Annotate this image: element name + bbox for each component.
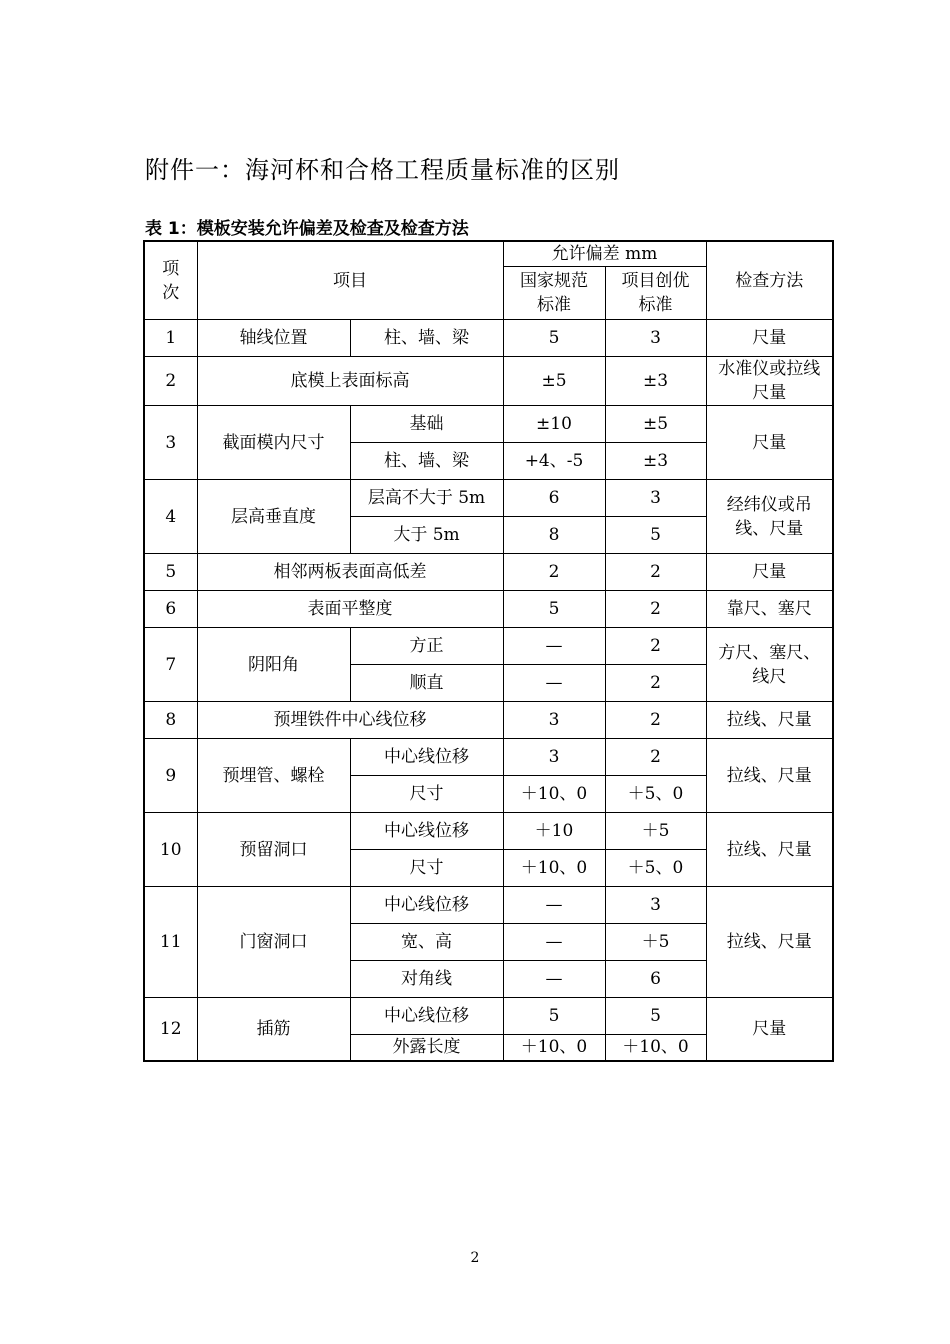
row-method: 拉线、尺量 (706, 813, 833, 887)
table-row (144, 480, 833, 517)
row-item: 层高垂直度 (197, 480, 350, 554)
row-national: 8 (503, 517, 605, 554)
row-project: 2 (605, 554, 706, 591)
row-project: ＋5、0 (605, 776, 706, 813)
row-project: ±5 (605, 406, 706, 443)
row-subitem: 柱、墙、梁 (350, 443, 503, 480)
row-seq: 8 (144, 702, 197, 739)
row-method: 拉线、尺量 (706, 739, 833, 813)
row-national: 5 (503, 998, 605, 1035)
row-project: 3 (605, 887, 706, 924)
row-national: ±10 (503, 406, 605, 443)
table-row (144, 406, 833, 443)
row-project: 3 (605, 320, 706, 357)
table-row (144, 887, 833, 924)
row-subitem: 尺寸 (350, 776, 503, 813)
table-row (144, 813, 833, 850)
header-national: 国家规范标准 (503, 267, 605, 320)
row-item: 预埋管、螺栓 (197, 739, 350, 813)
row-national: ＋10、0 (503, 850, 605, 887)
row-national: — (503, 887, 605, 924)
page-number: 2 (470, 1250, 480, 1266)
row-subitem: 中心线位移 (350, 998, 503, 1035)
row-project: 2 (605, 628, 706, 665)
tolerance-table (143, 240, 834, 1062)
row-subitem: 大于 5m (350, 517, 503, 554)
header-method: 检查方法 (706, 241, 833, 320)
row-subitem: 基础 (350, 406, 503, 443)
row-method: 拉线、尺量 (706, 702, 833, 739)
row-item: 预留洞口 (197, 813, 350, 887)
row-national: 3 (503, 702, 605, 739)
row-national: — (503, 665, 605, 702)
row-seq: 12 (144, 998, 197, 1061)
table-body (144, 241, 833, 1061)
row-subitem: 顺直 (350, 665, 503, 702)
row-method: 尺量 (706, 406, 833, 480)
header-project: 项目创优标准 (605, 267, 706, 320)
table-row (144, 739, 833, 776)
row-national: ±5 (503, 357, 605, 406)
row-method: 尺量 (706, 320, 833, 357)
row-project: ＋5、0 (605, 850, 706, 887)
row-method: 经纬仪或吊线、尺量 (706, 480, 833, 554)
row-project: ＋5 (605, 813, 706, 850)
header-tolerance: 允许偏差 mm (503, 241, 706, 267)
header-item: 项目 (197, 241, 503, 320)
row-national: 2 (503, 554, 605, 591)
table-row (144, 998, 833, 1035)
row-national: +4、-5 (503, 443, 605, 480)
row-subitem: 宽、高 (350, 924, 503, 961)
table-row (144, 554, 833, 591)
row-method: 尺量 (706, 998, 833, 1061)
row-subitem: 中心线位移 (350, 887, 503, 924)
row-method: 靠尺、塞尺 (706, 591, 833, 628)
row-method: 尺量 (706, 554, 833, 591)
row-item: 阴阳角 (197, 628, 350, 702)
row-subitem: 柱、墙、梁 (350, 320, 503, 357)
row-project: 2 (605, 702, 706, 739)
header-seq: 项次 (144, 241, 197, 320)
row-item: 预埋铁件中心线位移 (197, 702, 503, 739)
row-seq: 2 (144, 357, 197, 406)
row-project: 6 (605, 961, 706, 998)
row-seq: 11 (144, 887, 197, 998)
row-subitem: 对角线 (350, 961, 503, 998)
row-national: — (503, 924, 605, 961)
row-item: 插筋 (197, 998, 350, 1061)
row-project: 5 (605, 998, 706, 1035)
row-project: 2 (605, 665, 706, 702)
row-national: 6 (503, 480, 605, 517)
row-seq: 7 (144, 628, 197, 702)
table-row (144, 591, 833, 628)
row-national: ＋10、0 (503, 1035, 605, 1061)
row-item: 截面模内尺寸 (197, 406, 350, 480)
row-project: 2 (605, 591, 706, 628)
table-row (144, 628, 833, 665)
row-project: ±3 (605, 357, 706, 406)
row-project: ±3 (605, 443, 706, 480)
row-project: 3 (605, 480, 706, 517)
row-subitem: 层高不大于 5m (350, 480, 503, 517)
row-national: 3 (503, 739, 605, 776)
row-method: 方尺、塞尺、线尺 (706, 628, 833, 702)
row-subitem: 外露长度 (350, 1035, 503, 1061)
row-national: 5 (503, 591, 605, 628)
row-national: — (503, 628, 605, 665)
row-seq: 10 (144, 813, 197, 887)
row-method: 拉线、尺量 (706, 887, 833, 998)
table-row (144, 702, 833, 739)
row-seq: 5 (144, 554, 197, 591)
table-caption: 表 1：模板安装允许偏差及检查及检查方法 (145, 219, 469, 239)
row-item: 门窗洞口 (197, 887, 350, 998)
row-national: — (503, 961, 605, 998)
row-seq: 3 (144, 406, 197, 480)
row-seq: 6 (144, 591, 197, 628)
row-project: 2 (605, 739, 706, 776)
header-row (144, 241, 833, 267)
row-project: 5 (605, 517, 706, 554)
row-seq: 9 (144, 739, 197, 813)
row-subitem: 中心线位移 (350, 739, 503, 776)
page-heading: 附件一：海河杯和合格工程质量标准的区别 (145, 156, 620, 184)
row-item: 表面平整度 (197, 591, 503, 628)
row-national: 5 (503, 320, 605, 357)
row-item: 底模上表面标高 (197, 357, 503, 406)
row-seq: 1 (144, 320, 197, 357)
row-project: ＋5 (605, 924, 706, 961)
row-item: 轴线位置 (197, 320, 350, 357)
row-item: 相邻两板表面高低差 (197, 554, 503, 591)
row-seq: 4 (144, 480, 197, 554)
row-project: ＋10、0 (605, 1035, 706, 1061)
row-subitem: 尺寸 (350, 850, 503, 887)
table-row (144, 357, 833, 406)
row-national: ＋10、0 (503, 776, 605, 813)
row-method: 水准仪或拉线尺量 (706, 357, 833, 406)
table-row (144, 320, 833, 357)
row-national: ＋10 (503, 813, 605, 850)
row-subitem: 方正 (350, 628, 503, 665)
row-subitem: 中心线位移 (350, 813, 503, 850)
